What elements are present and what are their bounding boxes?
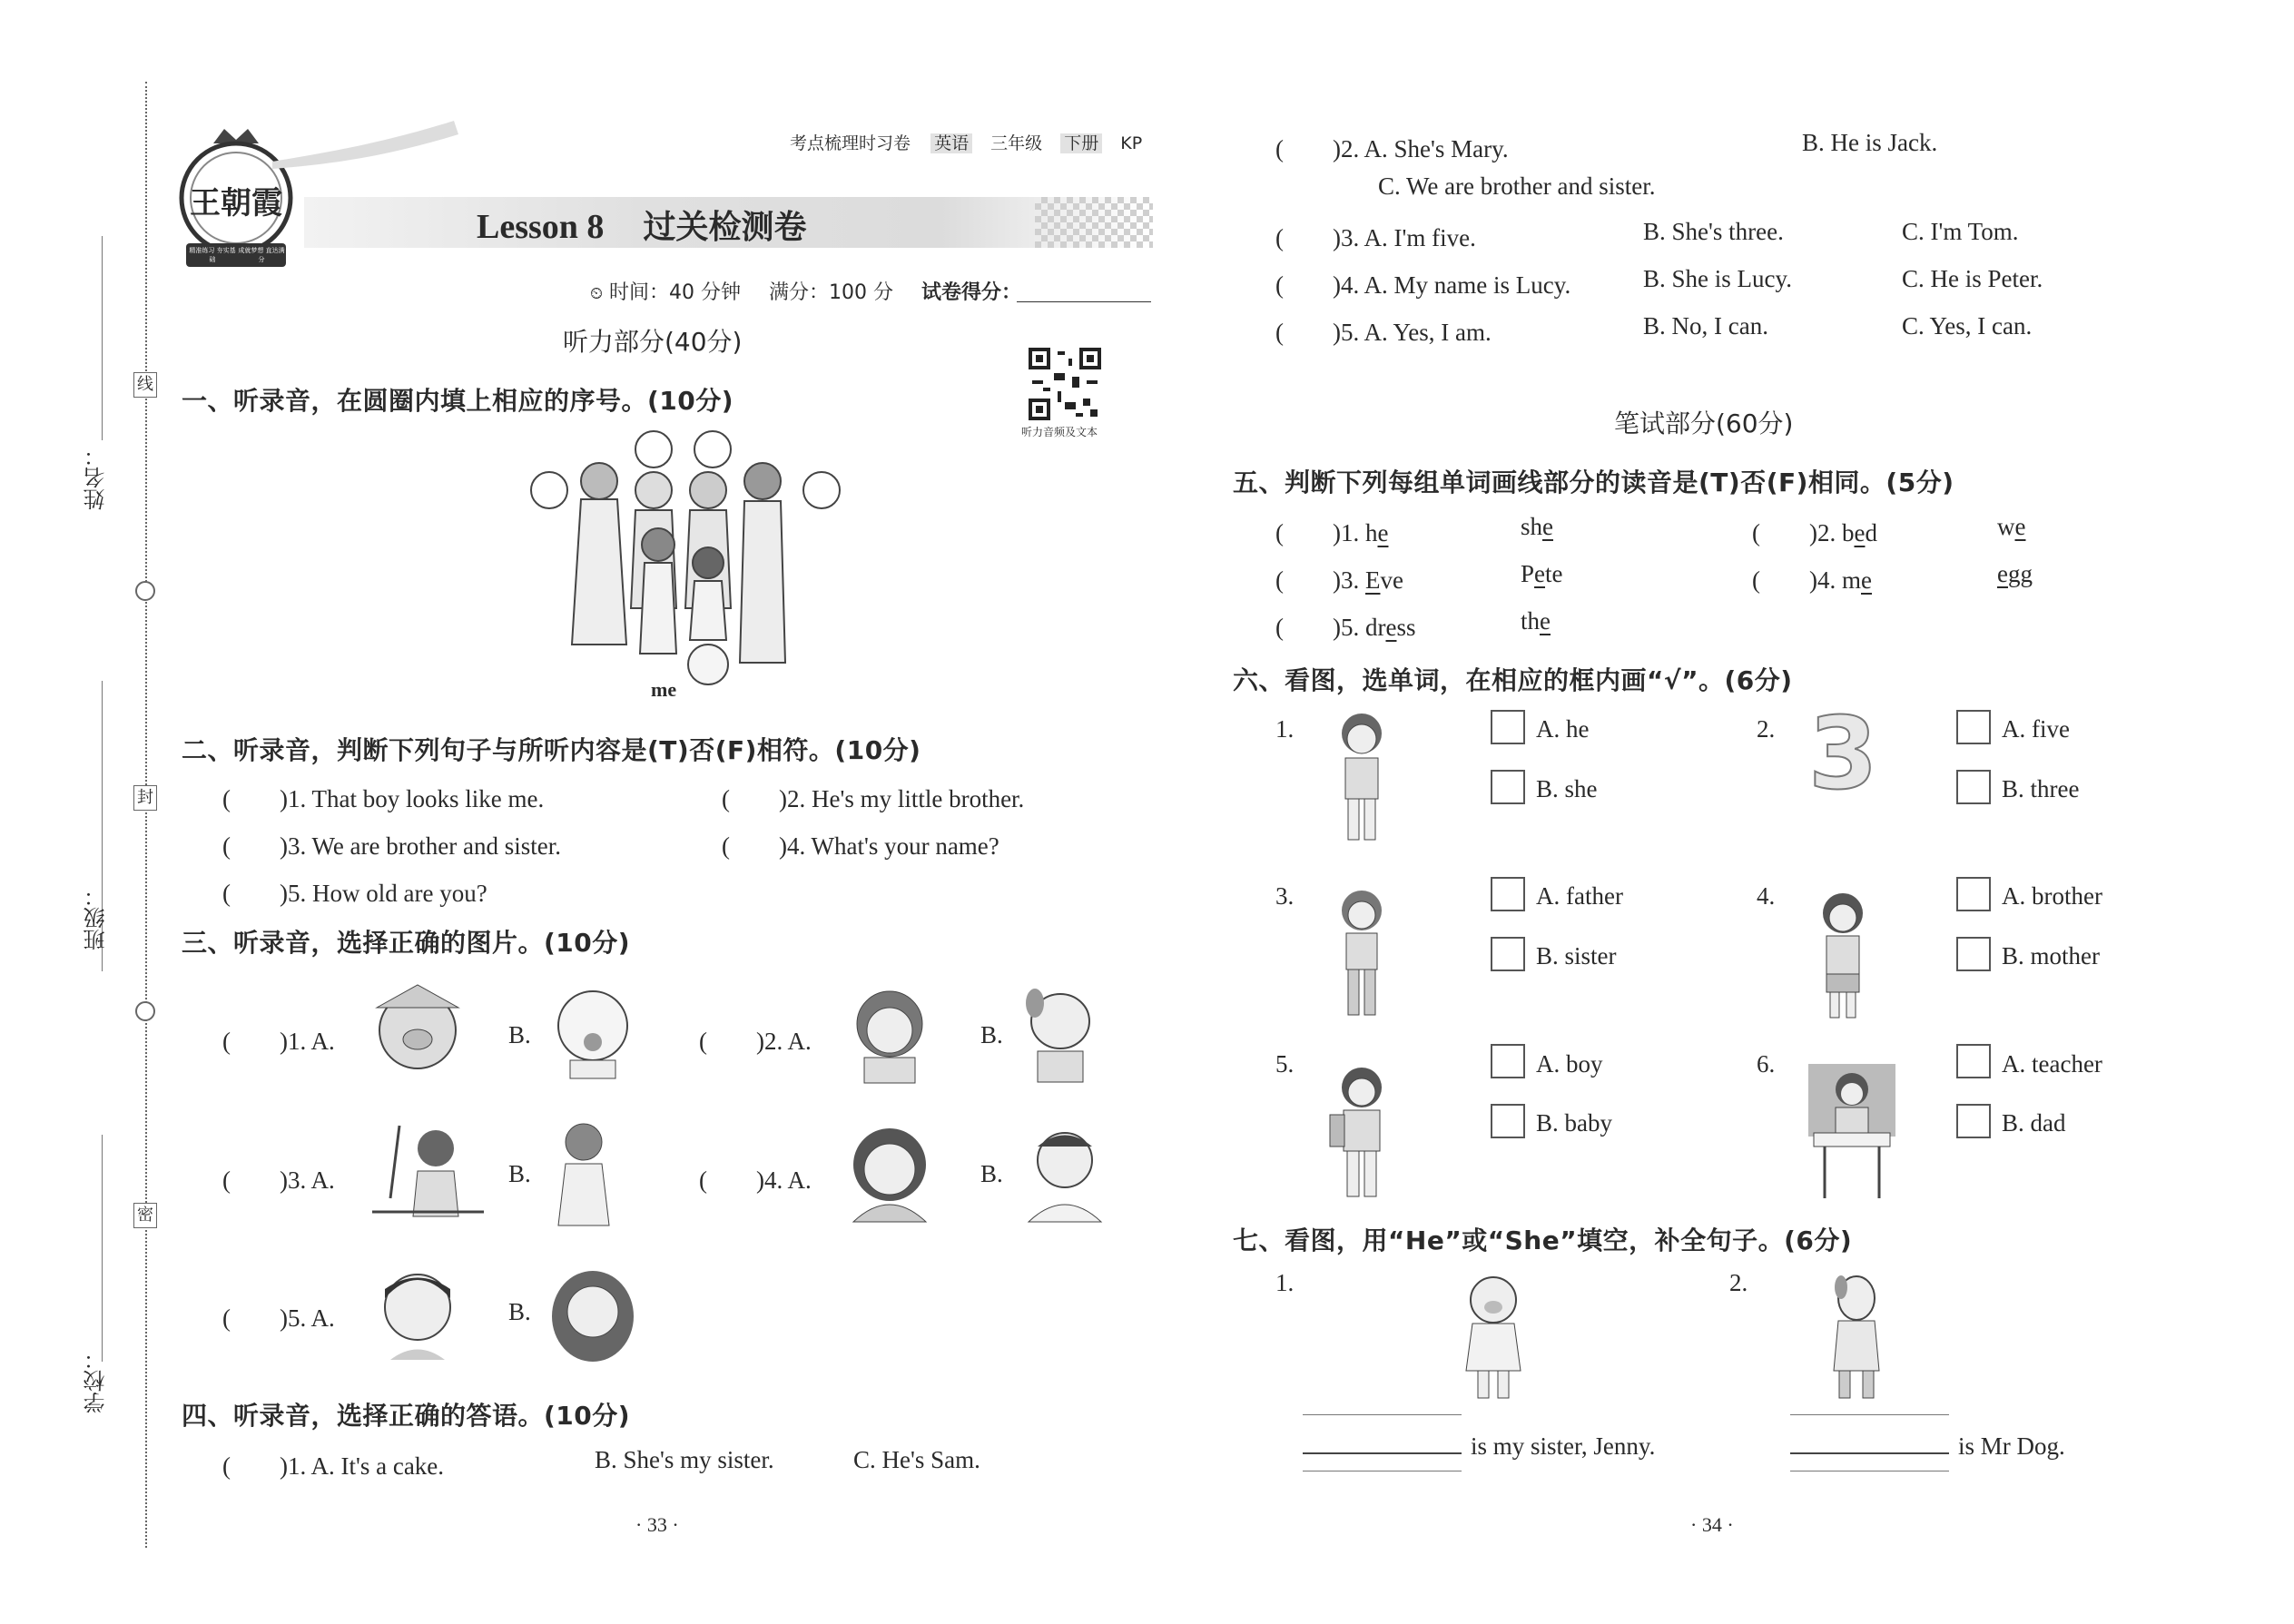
s6-4-b: B. mother (2002, 942, 2100, 969)
s5-underlined: e (1542, 513, 1553, 540)
s6-4-a: A. brother (2002, 882, 2102, 910)
s7-answer-blank-2[interactable] (1790, 1452, 1949, 1454)
woman-glasses-picture (547, 1117, 620, 1230)
checkbox-2b[interactable] (1956, 770, 1991, 804)
s5-word: P (1521, 560, 1535, 587)
s3-item-4-b: B. (980, 1160, 1003, 1187)
solid-guide-line (102, 236, 103, 440)
section-4-title: 四、听录音，选择正确的答语。(10分) (182, 1401, 631, 1431)
father-picture (1015, 1119, 1115, 1224)
listening-section-title: 听力部分(40分) (563, 327, 743, 357)
class-label: 班级： (84, 885, 109, 950)
s4-q5-b: B. No, I can. (1643, 312, 1768, 340)
edition: KP (1120, 133, 1143, 153)
s3-item-2-b: B. (980, 1021, 1003, 1048)
s6-5-b: B. baby (1536, 1109, 1612, 1137)
boy-backpack-picture (1325, 1062, 1398, 1203)
s4-q2-c: C. We are brother and sister. (1378, 172, 1656, 200)
s5-word: h (1364, 519, 1378, 546)
s5-word: sh (1521, 513, 1543, 540)
boy-picture (372, 1262, 463, 1362)
s5-item-4-word2 (1997, 560, 2033, 588)
score-blank[interactable] (1017, 301, 1151, 302)
s5-item-5-word2 (1521, 607, 1551, 635)
binding-hole-icon (135, 1001, 155, 1021)
page-number-left: · 33 · (635, 1513, 679, 1536)
s4-q2-a: ( )2. A. She's Mary. (1275, 135, 1509, 162)
girl-picture (844, 980, 935, 1085)
s6-num-6: 6. (1757, 1050, 1776, 1078)
checkbox-3a[interactable] (1491, 877, 1525, 911)
title-cn: 过关检测卷 (643, 209, 807, 246)
s4-q4-b: B. She is Lucy. (1643, 265, 1792, 292)
page-number-right: · 34 · (1690, 1513, 1734, 1536)
s2-item-1: ( )1. That boy looks like me. (222, 785, 545, 812)
s2-item-4: ( )4. What's your name? (722, 832, 999, 860)
s6-1-a: A. he (1536, 715, 1590, 743)
s3-item-5: ( )5. A. (222, 1304, 335, 1332)
s4-q3-c: C. I'm Tom. (1902, 218, 2019, 245)
s4-q1-c: C. He's Sam. (853, 1446, 980, 1473)
section-1-title: 一、听录音，在圆圈内填上相应的序号。(10分) (182, 386, 734, 416)
s3-item-4: ( )4. A. (699, 1166, 812, 1194)
section-6-title: 六、看图，选单词，在相应的框内画“√”。(6分) (1233, 665, 1793, 695)
boy-standing-picture (1330, 708, 1393, 849)
dotted-cut-line (145, 82, 147, 1548)
section-3-title: 三、听录音，选择正确的图片。(10分) (182, 928, 631, 958)
page-title (477, 202, 807, 248)
s5-item-4 (1752, 560, 1872, 595)
school-label: 学校： (84, 1348, 109, 1413)
s6-5-a: A. boy (1536, 1050, 1603, 1078)
mr-dog-picture (1816, 1271, 1897, 1403)
qr-code-icon[interactable] (1029, 348, 1101, 420)
number-three-picture: 3 (1808, 695, 1878, 812)
checkbox-4b[interactable] (1956, 937, 1991, 971)
checkbox-3b[interactable] (1491, 937, 1525, 971)
s2-item-3: ( )3. We are brother and sister. (222, 832, 561, 860)
checkbox-5b[interactable] (1491, 1104, 1525, 1138)
s2-item-2: ( )2. He's my little brother. (722, 785, 1025, 812)
s6-1-b: B. she (1536, 775, 1598, 802)
s7-sentence-1: is my sister, Jenny. (1471, 1432, 1656, 1460)
s5-underlined: e (1385, 614, 1397, 641)
s5-word: m (1841, 566, 1861, 594)
s3-item-1: ( )1. A. (222, 1028, 335, 1055)
s5-word: ss (1396, 614, 1416, 641)
s5-underlined: e (1534, 560, 1546, 587)
s3-item-3-b: B. (508, 1160, 531, 1187)
s5-word: w (1997, 513, 2015, 540)
s5-item-4-num: ( )4. (1752, 566, 1842, 594)
s4-q3-a: ( )3. A. I'm five. (1275, 224, 1476, 251)
s3-item-1-b: B. (508, 1021, 531, 1048)
s3-item-3: ( )3. A. (222, 1166, 335, 1194)
series-info (790, 130, 1142, 154)
binding-mark-line: 线 (133, 372, 157, 398)
s5-underlined: e (1861, 566, 1872, 594)
s6-num-5: 5. (1275, 1050, 1295, 1078)
s6-num-2: 2. (1757, 715, 1776, 743)
s7-guide-line (1303, 1414, 1462, 1415)
time-limit: 时间：40 分钟 (609, 281, 742, 304)
logo-motto-left: 精准练习 夯实基础 (189, 247, 236, 263)
section-2-title: 二、听录音，判断下列句子与所听内容是(T)否(F)相符。(10分) (182, 735, 921, 765)
me-label: me (651, 678, 677, 701)
pig-girl-picture (368, 980, 468, 1080)
qr-caption: 听力音频及文本 (1021, 426, 1098, 438)
series-name: 考点梳理时习卷 (790, 133, 911, 153)
solid-guide-line (102, 1135, 103, 1362)
teacher-picture (368, 1121, 486, 1230)
checkbox-6b[interactable] (1956, 1104, 1991, 1138)
s4-q2-b: B. He is Jack. (1802, 129, 1938, 156)
bear-picture (547, 980, 638, 1080)
s6-3-b: B. sister (1536, 942, 1617, 969)
checkbox-5a[interactable] (1491, 1044, 1525, 1078)
logo-text: 王朝霞 (190, 187, 282, 221)
s6-num-4: 4. (1757, 882, 1776, 910)
term-badge: 下册 (1060, 133, 1102, 153)
s6-num-1: 1. (1275, 715, 1295, 743)
s4-q1-a: ( )1. A. It's a cake. (222, 1452, 445, 1480)
s5-underlined: e (1377, 519, 1389, 546)
written-section-title: 笔试部分(60分) (1614, 408, 1794, 438)
s7-guide-line (1790, 1414, 1949, 1415)
name-label: 姓名： (84, 445, 109, 510)
s3-item-2: ( )2. A. (699, 1028, 812, 1055)
s5-word: ve (1380, 566, 1403, 594)
s4-q3-b: B. She's three. (1643, 218, 1784, 245)
s6-num-3: 3. (1275, 882, 1295, 910)
s5-underlined: e (1854, 519, 1866, 546)
s5-item-3-num: ( )3. (1275, 566, 1365, 594)
s4-q4-a: ( )4. A. My name is Lucy. (1275, 271, 1571, 299)
s5-item-5 (1275, 607, 1415, 643)
s5-underlined: e (1540, 607, 1551, 635)
s5-item-1-num: ( )1. (1275, 519, 1365, 546)
dog-picture (1015, 980, 1106, 1085)
s5-word: th (1521, 607, 1541, 635)
s6-6-b: B. dad (2002, 1109, 2066, 1137)
subject-badge: 英语 (930, 133, 972, 153)
s5-item-2-num: ( )2. (1752, 519, 1842, 546)
girl-long-hair-picture (547, 1262, 638, 1366)
s5-underlined: E (1364, 566, 1381, 594)
s4-q5-c: C. Yes, I can. (1902, 312, 2033, 340)
logo-motto-right: 成就梦想 直达满分 (238, 247, 285, 263)
s7-num-2: 2. (1729, 1269, 1748, 1296)
family-picture (522, 427, 849, 699)
section-7-title: 七、看图，用“He”或“She”填空，补全句子。(6分) (1233, 1225, 1853, 1255)
s6-3-a: A. father (1536, 882, 1623, 910)
s6-2-a: A. five (2002, 715, 2070, 743)
binding-hole-icon (135, 581, 155, 601)
checkbox-6a[interactable] (1956, 1044, 1991, 1078)
ribbon-decoration (272, 116, 463, 171)
s5-item-1-word2 (1521, 513, 1553, 541)
checkbox-4a[interactable] (1956, 877, 1991, 911)
s5-word: gg (2007, 560, 2033, 587)
s4-q5-a: ( )5. A. Yes, I am. (1275, 319, 1492, 346)
binding-strip (0, 0, 172, 1624)
s5-word: b (1841, 519, 1855, 546)
section-5-title: 五、判断下列每组单词画线部分的读音是(T)否(F)相同。(5分) (1233, 468, 1954, 497)
checkbox-1b[interactable] (1491, 770, 1525, 804)
binding-mark-seal: 封 (133, 785, 157, 811)
full-score: 满分：100 分 (769, 281, 894, 304)
jenny-pig-picture (1452, 1271, 1534, 1403)
s5-item-1 (1275, 513, 1388, 548)
s6-6-a: A. teacher (2002, 1050, 2102, 1078)
girl-standing-picture (1330, 885, 1393, 1021)
s5-underlined: e (2014, 513, 2026, 540)
s7-num-1: 1. (1275, 1269, 1295, 1296)
s4-q1-b: B. She's my sister. (595, 1446, 774, 1473)
s2-item-5: ( )5. How old are you? (222, 880, 487, 907)
exam-meta (590, 277, 1021, 305)
s5-item-3-word2 (1521, 560, 1563, 588)
checker-pattern (1035, 197, 1153, 248)
s5-underlined: e (1997, 560, 2008, 587)
s5-item-2 (1752, 513, 1877, 548)
s5-word: d (1865, 519, 1877, 546)
checkbox-2a[interactable] (1956, 710, 1991, 744)
s5-item-2-word2 (1997, 513, 2025, 541)
s5-item-3 (1275, 560, 1403, 595)
mother-picture (840, 1119, 940, 1224)
s5-word: dr (1364, 614, 1386, 641)
teacher-desk-picture (1807, 1062, 1897, 1203)
s5-item-5-num: ( )5. (1275, 614, 1365, 641)
s5-word: te (1545, 560, 1563, 587)
s7-answer-blank-1[interactable] (1303, 1452, 1462, 1454)
binding-mark-secret: 密 (133, 1203, 157, 1228)
s6-2-b: B. three (2002, 775, 2080, 802)
s7-sentence-2: is Mr Dog. (1958, 1432, 2065, 1460)
clock-icon: ⏲ (590, 284, 604, 303)
checkbox-1a[interactable] (1491, 710, 1525, 744)
title-lesson: Lesson 8 (477, 208, 605, 246)
boy-shorts-picture (1811, 888, 1875, 1022)
grade: 三年级 (990, 133, 1043, 153)
s3-item-5-b: B. (508, 1298, 531, 1325)
s4-q4-c: C. He is Peter. (1902, 265, 2043, 292)
score-label: 试卷得分： (921, 281, 1022, 304)
